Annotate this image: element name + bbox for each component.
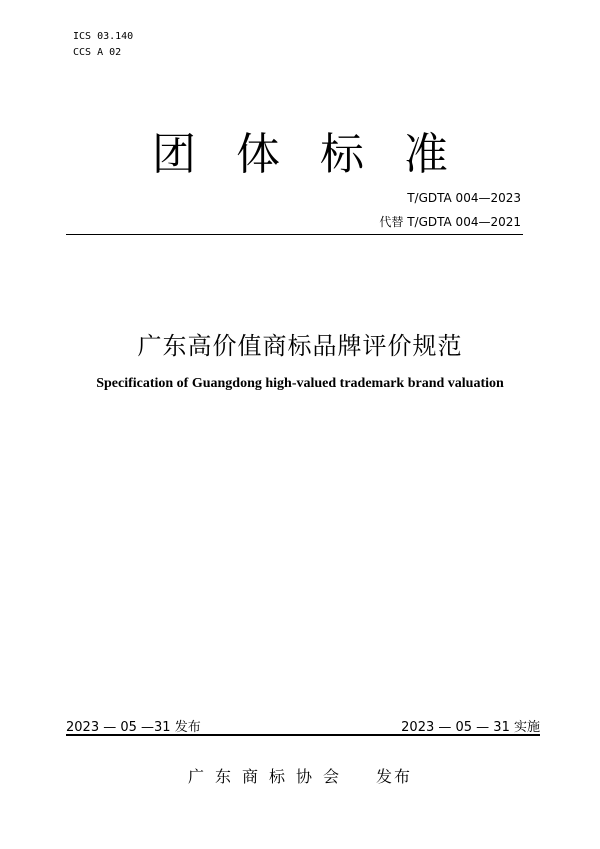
ccs-code: CCS A 02 xyxy=(73,47,122,58)
doc-type-char: 体 xyxy=(236,129,280,180)
publish-date: 2023 — 05 —31 发布 xyxy=(66,720,201,735)
issuer-line xyxy=(0,764,600,787)
english-title: Specification of Guangdong high-valued trademark brand valuation xyxy=(96,376,504,391)
chinese-title: 广东高价值商标品牌评价规范 xyxy=(137,332,463,360)
replaces-standard: 代替 T/GDTA 004—2021 xyxy=(379,215,521,229)
doc-type-char: 准 xyxy=(404,129,448,180)
issue-action: 发布 xyxy=(376,767,413,786)
doc-type-char: 标 xyxy=(320,129,364,180)
doc-type-char: 团 xyxy=(152,129,196,180)
header-divider xyxy=(66,234,523,235)
document-type-title xyxy=(0,118,600,182)
footer-divider xyxy=(66,734,540,736)
standard-numbers xyxy=(379,186,521,234)
ics-code: ICS 03.140 xyxy=(73,31,134,42)
classification-codes xyxy=(73,29,133,61)
issuing-organization: 广东商标协会 xyxy=(187,767,350,786)
implement-date: 2023 — 05 — 31 实施 xyxy=(401,720,540,735)
standard-number: T/GDTA 004—2023 xyxy=(407,191,521,205)
